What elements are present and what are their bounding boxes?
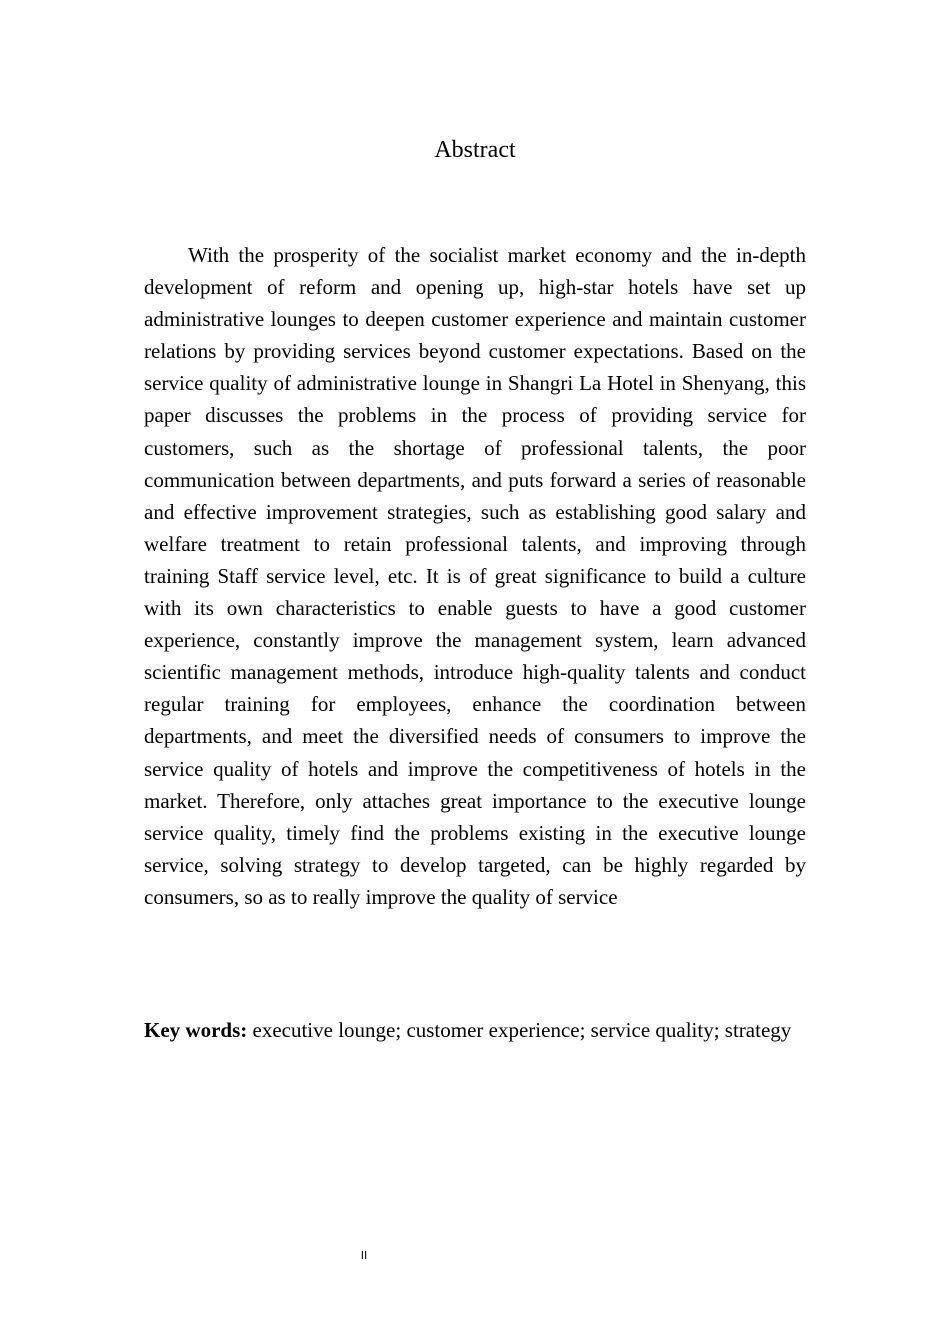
page-number: II xyxy=(360,1249,368,1262)
abstract-body: With the prosperity of the socialist market economy and the in-depth development of reform and opening up, high-star hotels have set up administrative lounges to deepen customer experience and maintain customer relations by providing services beyond customer expectations. Based on the service quality of administrative lounge in Shangri La Hotel in Shenyang, this paper discusses the problems in the process of providing service for customers, such as the shortage of professional talents, the poor communication between departments, and puts forward a series of reasonable and effective improvement strategies, such as establishing good salary and welfare treatment to retain professional talents, and improving through training Staff service level, etc. It is of great significance to build a culture with its own characteristics to enable guests to have a good customer experience, constantly improve the management system, learn advanced scientific management methods, introduce high-quality talents and conduct regular training for employees, enhance the coordination between departments, and meet the diversified needs of consumers to improve the service quality of hotels and improve the competitiveness of hotels in the market. Therefore, only attaches great importance to the executive lounge service quality, timely find the problems existing in the executive lounge service, solving strategy to develop targeted, can be highly regarded by consumers, so as to really improve the quality of service xyxy=(144,243,806,909)
abstract-title: Abstract xyxy=(434,137,516,163)
keywords-paragraph xyxy=(144,1006,806,1055)
keywords-text: executive lounge; customer experience; service quality; strategy xyxy=(247,1018,792,1042)
keywords-label: Key words: xyxy=(144,1018,248,1042)
